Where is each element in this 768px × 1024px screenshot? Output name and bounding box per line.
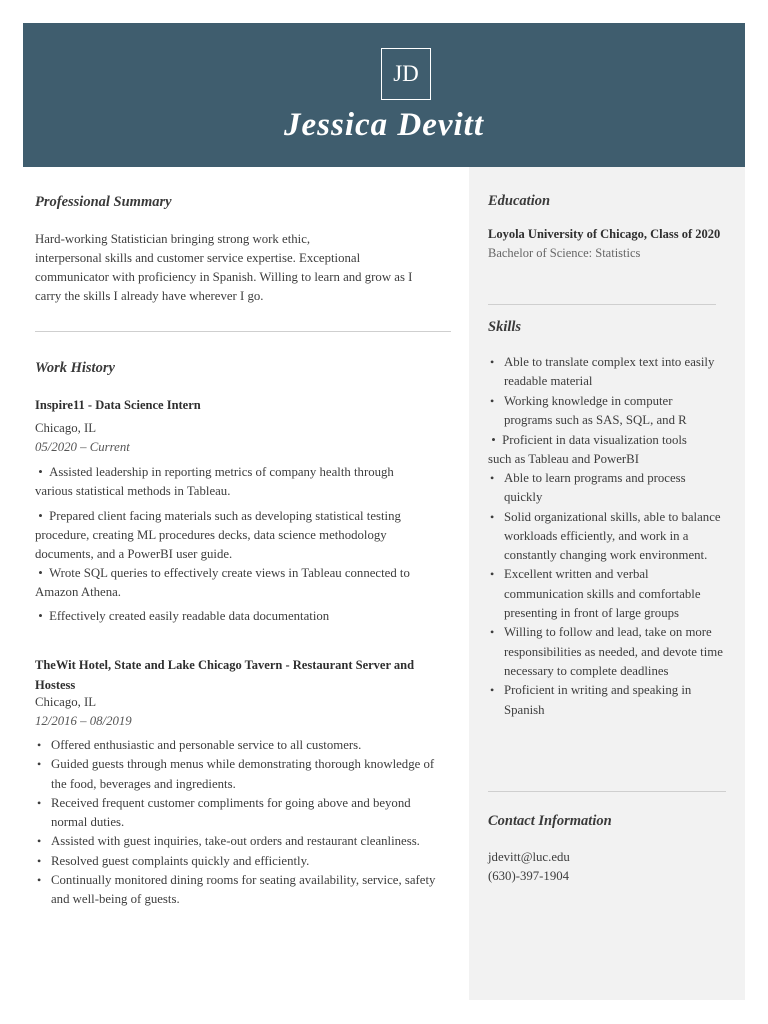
job-location: Chicago, IL (35, 695, 97, 709)
section-divider (488, 791, 726, 792)
job-bullet (35, 507, 455, 564)
job-dates: 12/2016 – 08/2019 (35, 714, 132, 728)
education-heading: Education (488, 193, 551, 209)
list-item: • Assisted with guest inquiries, take-out orders and restaurant cleanliness. (35, 832, 445, 851)
contact-email[interactable]: jdevitt@luc.edu (488, 850, 570, 864)
bullet-line: various statistical methods in Tableau. (35, 484, 231, 498)
summary-text (35, 230, 460, 306)
skills-heading: Skills (488, 319, 522, 335)
skills-list (488, 469, 723, 720)
list-item: • Resolved guest complaints quickly and efficiently. (35, 852, 445, 871)
job-bullet (35, 564, 455, 602)
list-item: • Offered enthusiastic and personable service to all customers. (35, 736, 445, 755)
list-item: • Proficient in writing and speaking in Spanish (488, 681, 723, 720)
summary-line: carry the skills I already have wherever I go. (35, 289, 264, 303)
list-item: • Received frequent customer compliments for going above and beyond normal duties. (35, 794, 445, 833)
summary-line: interpersonal skills and customer service expertise. Exceptional (35, 251, 361, 265)
work-history-heading: Work History (35, 360, 115, 376)
resume-header (23, 23, 745, 167)
list-item: • Continually monitored dining rooms for seating availability, service, safety and well-being of guests. (35, 871, 445, 910)
education-school: Loyola University of Chicago, Class of 2020 (488, 227, 721, 241)
bullet-icon: • (488, 433, 503, 447)
list-item: • Able to learn programs and process quickly (488, 469, 723, 508)
job-bullet-list (35, 736, 445, 910)
job-bullet (35, 463, 455, 501)
list-item: • Working knowledge in computer programs such as SAS, SQL, and R (488, 392, 723, 431)
summary-line: Hard-working Statistician bringing strong work ethic, (35, 232, 311, 246)
contact-heading: Contact Information (488, 813, 612, 829)
bullet-line: • Assisted leadership in reporting metrics of company health through (35, 465, 394, 479)
skills-list (488, 353, 723, 430)
bullet-line: • Prepared client facing materials such as developing statistical testing (35, 509, 401, 523)
job-dates: 05/2020 – Current (35, 440, 130, 454)
bullet-line: • Wrote SQL queries to effectively create views in Tableau connected to (35, 566, 410, 580)
summary-heading: Professional Summary (35, 194, 172, 210)
candidate-name: Jessica Devitt (283, 107, 485, 143)
job-location: Chicago, IL (35, 421, 97, 435)
education-degree: Bachelor of Science: Statistics (488, 246, 641, 260)
bullet-line: Amazon Athena. (35, 585, 121, 599)
skill-line: • Proficient in data visualization tools (488, 433, 687, 447)
bullet-line: • Effectively created easily readable data documentation (35, 609, 330, 623)
monogram-badge: JD (381, 48, 431, 100)
bullet-icon: • (35, 566, 50, 580)
summary-line: communicator with proficiency in Spanish. Willing to learn and grow as I (35, 270, 413, 284)
section-divider (488, 304, 716, 305)
bullet-icon: • (35, 509, 50, 523)
bullet-icon: • (35, 465, 50, 479)
list-item: • Able to translate complex text into easily readable material (488, 353, 723, 392)
bullet-line: documents, and a PowerBI user guide. (35, 547, 233, 561)
bullet-line: procedure, creating ML procedures decks, data science methodology (35, 528, 387, 542)
list-item: • Excellent written and verbal communication skills and comfortable presenting in front of large groups (488, 565, 723, 623)
job-bullet (35, 607, 455, 626)
skill-line: such as Tableau and PowerBI (488, 452, 639, 466)
section-divider (35, 331, 451, 332)
job-title-line: Hostess (35, 678, 76, 692)
job-title-line: TheWit Hotel, State and Lake Chicago Tavern - Restaurant Server and (35, 658, 415, 672)
list-item: • Solid organizational skills, able to balance workloads efficiently, and work in a constantly changing work environment. (488, 508, 723, 566)
job-title (35, 655, 455, 695)
list-item: • Guided guests through menus while demonstrating thorough knowledge of the food, beverages and ingredients. (35, 755, 445, 794)
list-item: • Willing to follow and lead, take on more responsibilities as needed, and devote time necessary to complete deadlines (488, 623, 723, 681)
bullet-icon: • (35, 609, 50, 623)
skill-item-inline (488, 431, 728, 469)
job-title: Inspire11 - Data Science Intern (35, 398, 201, 412)
contact-phone: (630)-397-1904 (488, 869, 570, 883)
